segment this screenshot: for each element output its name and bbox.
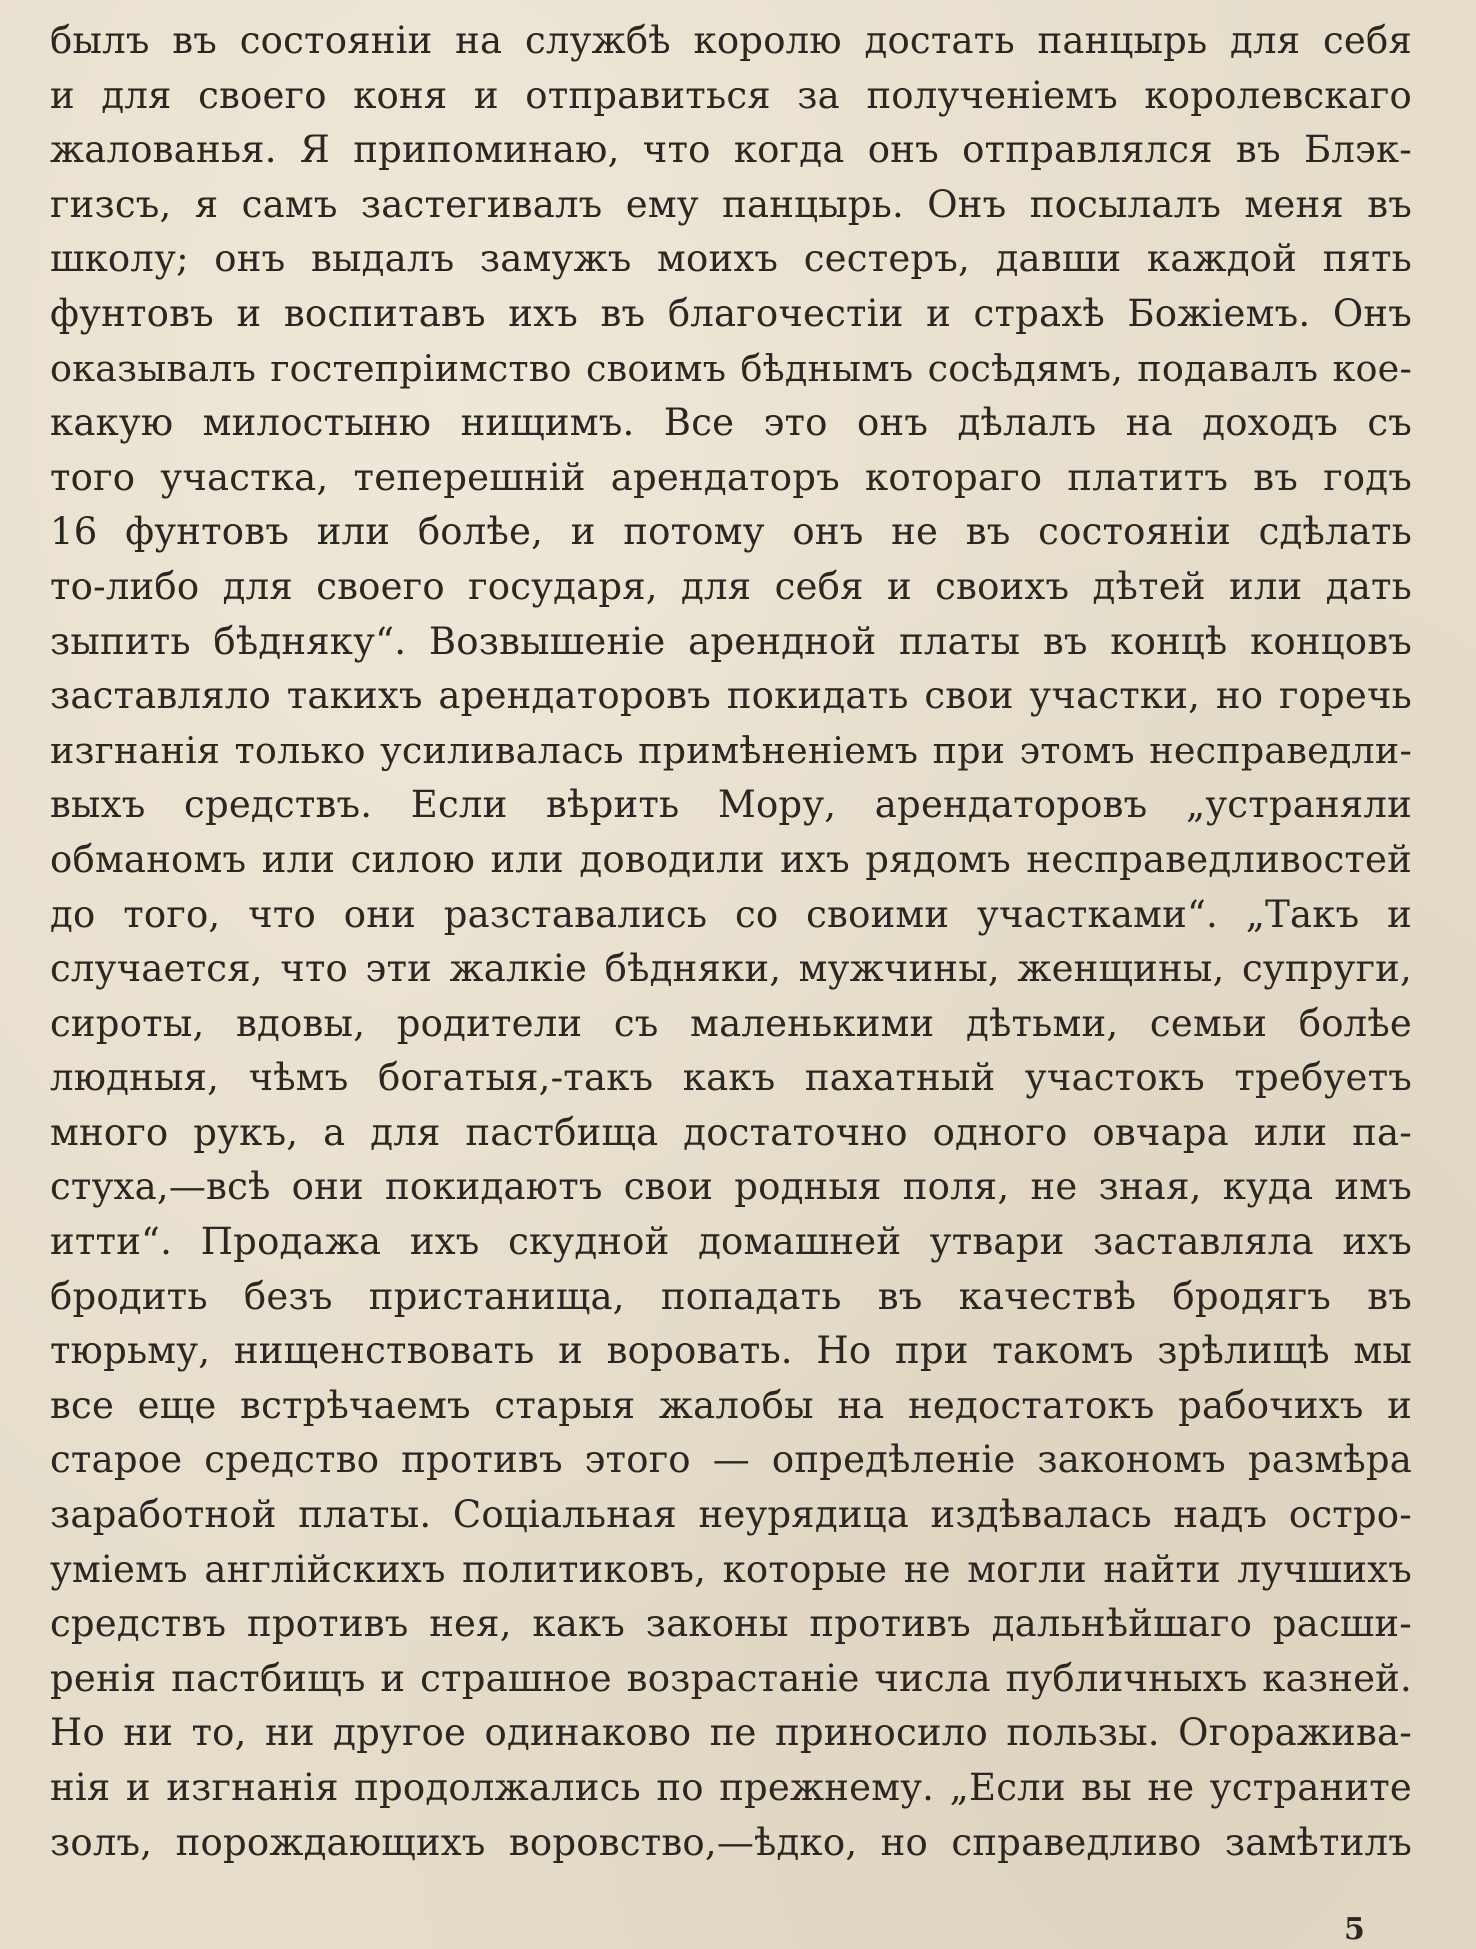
text-line: заставляло такихъ арендаторовъ покидать свои участки, но горечь — [50, 674, 1412, 718]
text-line: Но ни то, ни другое одинаково пе приносило пользы. Огоражива- — [50, 1711, 1412, 1755]
text-line: и для своего коня и отправиться за полученiемъ королевскаго — [50, 73, 1412, 117]
page-number: 5 — [1344, 1912, 1365, 1947]
text-line: бродить безъ пристанища, попадать въ качествѣ бродягъ въ — [50, 1274, 1412, 1318]
text-line: жалованья. Я припоминаю, что когда онъ отправлялся въ Блэк- — [50, 128, 1412, 172]
text-line: итти“. Продажа ихъ скудной домашней утвари заставляла ихъ — [50, 1220, 1412, 1264]
text-line: ренiя пастбищъ и страшное возрастанiе числа публичныхъ казней. — [50, 1656, 1412, 1700]
text-line: гизсъ, я самъ застегивалъ ему панцырь. Онъ посылалъ меня въ — [50, 182, 1412, 226]
text-line: оказывалъ гостепрiимство своимъ бѣднымъ сосѣдямъ, подавалъ кое- — [50, 346, 1412, 390]
text-line: до того, что они разставались со своими участками“. „Такъ и — [50, 892, 1412, 936]
text-line: былъ въ состоянiи на службѣ королю достать панцырь для себя — [50, 19, 1412, 62]
text-line: много рукъ, а для пастбища достаточно одного овчара или па- — [50, 1110, 1412, 1154]
text-line: того участка, теперешнiй арендаторъ котораго платитъ въ годъ — [50, 455, 1412, 499]
text-line: то-либо для своего государя, для себя и своихъ дѣтей или дать — [50, 564, 1412, 608]
text-line: 16 фунтовъ или болѣе, и потому онъ не въ состоянiи сдѣлать — [50, 510, 1412, 554]
text-line: сироты, вдовы, родители съ маленькими дѣтьми, семьи болѣе — [50, 1001, 1412, 1045]
text-line: людныя, чѣмъ богатыя,-такъ какъ пахатный участокъ требуетъ — [50, 1056, 1412, 1100]
text-line: выхъ средствъ. Если вѣрить Мору, арендаторовъ „устраняли — [50, 783, 1412, 827]
text-line: школу; онъ выдалъ замужъ моихъ сестеръ, давши каждой пять — [50, 237, 1412, 281]
text-line: умiемъ англiйскихъ политиковъ, которые не могли найти лучшихъ — [50, 1547, 1412, 1591]
text-line: обманомъ или силою или доводили ихъ рядомъ несправедливостей — [50, 837, 1412, 881]
text-line: тюрьму, нищенствовать и воровать. Но при такомъ зрѣлищѣ мы — [50, 1329, 1412, 1373]
body-text — [50, 14, 1412, 1870]
text-line: средствъ противъ нея, какъ законы противъ дальнѣйшаго расши- — [50, 1602, 1412, 1646]
text-line: случается, что эти жалкiе бѣдняки, мужчины, женщины, супруги, — [50, 947, 1412, 991]
text-line: фунтовъ и воспитавъ ихъ въ благочестiи и страхѣ Божiемъ. Онъ — [50, 291, 1412, 335]
text-line: какую милостыню нищимъ. Все это онъ дѣлалъ на доходъ съ — [50, 401, 1412, 445]
text-line: зыпить бѣдняку“. Возвышенiе арендной платы въ концѣ концовъ — [50, 619, 1412, 663]
text-line: старое средство противъ этого — опредѣленiе закономъ размѣра — [50, 1438, 1412, 1482]
text-line: золъ, порождающихъ воровство,—ѣдко, но справедливо замѣтилъ — [50, 1820, 1412, 1864]
text-line: все еще встрѣчаемъ старыя жалобы на недостатокъ рабочихъ и — [50, 1383, 1412, 1427]
text-line: заработной платы. Соцiальная неурядица издѣвалась надъ остро- — [50, 1493, 1412, 1537]
text-line: нiя и изгнанiя продолжались по прежнему. „Если вы не устраните — [50, 1766, 1412, 1809]
text-line: изгнанiя только усиливалась примѣненiемъ при этомъ несправедли- — [50, 728, 1412, 772]
text-line: стуха,—всѣ они покидаютъ свои родныя поля, не зная, куда имъ — [50, 1165, 1412, 1209]
